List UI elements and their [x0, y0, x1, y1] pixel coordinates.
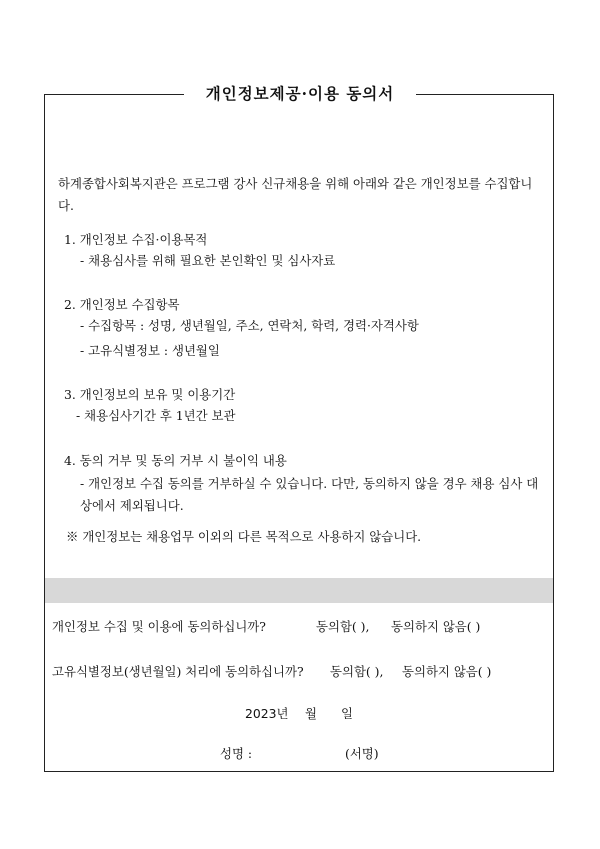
consent-1-agree[interactable]: 동의함( ), [316, 619, 370, 634]
date-month: 월 [305, 706, 317, 721]
date-year: 2023년 [245, 706, 289, 721]
section-1-line-1: - 채용심사를 위해 필요한 본인확인 및 심사자료 [80, 253, 336, 268]
consent-question-1: 개인정보 수집 및 이용에 동의하십니까? [52, 619, 266, 634]
separator-band [45, 578, 553, 603]
consent-2-disagree[interactable]: 동의하지 않음( ) [402, 664, 492, 679]
signature-name-label: 성명 : [220, 746, 253, 761]
document-title-text: 개인정보제공·이용 동의서 [184, 84, 417, 103]
signature-mark: (서명) [345, 746, 379, 761]
section-2-line-1: - 수집항목 : 성명, 생년월일, 주소, 연락처, 학력, 경력·자격사항 [80, 318, 419, 333]
section-2-line-2: - 고유식별정보 : 생년월일 [80, 343, 220, 358]
consent-question-2: 고유식별정보(생년월일) 처리에 동의하십니까? [52, 664, 304, 679]
usage-notice: ※ 개인정보는 채용업무 이외의 다른 목적으로 사용하지 않습니다. [66, 529, 422, 544]
section-4-line-1: - 개인정보 수집 동의를 거부하실 수 있습니다. 다만, 동의하지 않을 경우 채용 심사 대상에서 제외됩니다. [80, 476, 539, 513]
date-day: 일 [341, 706, 353, 721]
document-title [0, 82, 600, 106]
consent-2-agree[interactable]: 동의함( ), [330, 664, 384, 679]
section-2-heading: 2. 개인정보 수집항목 [64, 297, 180, 312]
intro-paragraph: 하계종합사회복지관은 프로그램 강사 신규채용을 위해 아래와 같은 개인정보를 수집합니다. [58, 176, 533, 213]
section-1-heading: 1. 개인정보 수집·이용목적 [64, 232, 208, 247]
section-4-heading: 4. 동의 거부 및 동의 거부 시 불이익 내용 [64, 453, 287, 468]
consent-1-disagree[interactable]: 동의하지 않음( ) [391, 619, 481, 634]
section-3-line-1: - 채용심사기간 후 1년간 보관 [76, 408, 236, 423]
section-3-heading: 3. 개인정보의 보유 및 이용기간 [64, 387, 236, 402]
